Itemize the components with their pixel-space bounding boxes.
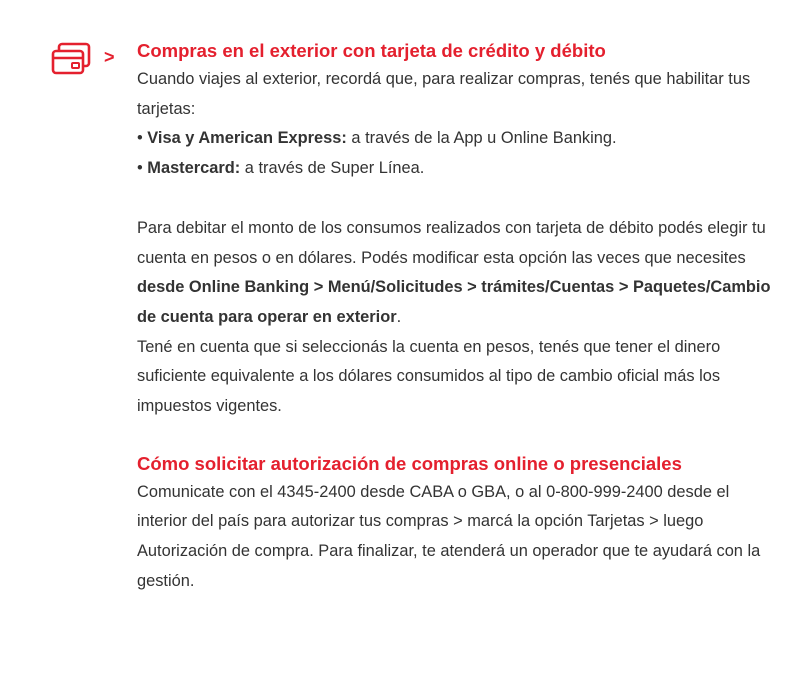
section-title: Compras en el exterior con tarjeta de crédito y débito: [137, 40, 606, 61]
bullet-strong: Mastercard:: [147, 159, 241, 178]
bullet-strong: Visa y American Express:: [147, 129, 347, 148]
intro-paragraph: Cuando viajes al exterior, recordá que, para realizar compras, tenés que habilitar tus tarjetas:: [137, 70, 751, 118]
bullet-visa-amex: • Visa y American Express: a través de la App u Online Banking.: [137, 129, 617, 148]
bullet-mastercard: • Mastercard: a través de Super Línea.: [137, 159, 425, 178]
credit-card-icon: [51, 42, 95, 78]
pesos-account-note: Tené en cuenta que si seleccionás la cuenta en pesos, tenés que tener el dinero suficiente equivalente a los dólares consumidos al tipo de cambio oficial más los impuestos vigentes.: [137, 337, 721, 416]
authorization-title: Cómo solicitar autorización de compras online o presenciales: [137, 452, 682, 474]
content: [137, 36, 777, 597]
chevron-right-icon[interactable]: >: [104, 47, 115, 67]
debit-account-paragraph: Para debitar el monto de los consumos realizados con tarjeta de débito podés elegir tu cuenta en pesos o en dólares. Podés modificar esta opción las veces que necesites desde Online Banking > Menú/Solicitudes > trámites/Cuentas > Paquetes/Cambio de cuenta para operar en exterior.: [137, 218, 771, 326]
online-banking-path: desde Online Banking > Menú/Solicitudes > trámites/Cuentas > Paquetes/Cambio de cuenta para operar en exterior: [137, 278, 771, 326]
authorization-paragraph: Comunicate con el 4345-2400 desde CABA o GBA, o al 0-800-999-2400 desde el interior del país para autorizar tus compras > marcá la opción Tarjetas > luego Autorización de compra. Para finalizar, te atenderá un operador que te ayudará con la gestión.: [137, 482, 761, 590]
